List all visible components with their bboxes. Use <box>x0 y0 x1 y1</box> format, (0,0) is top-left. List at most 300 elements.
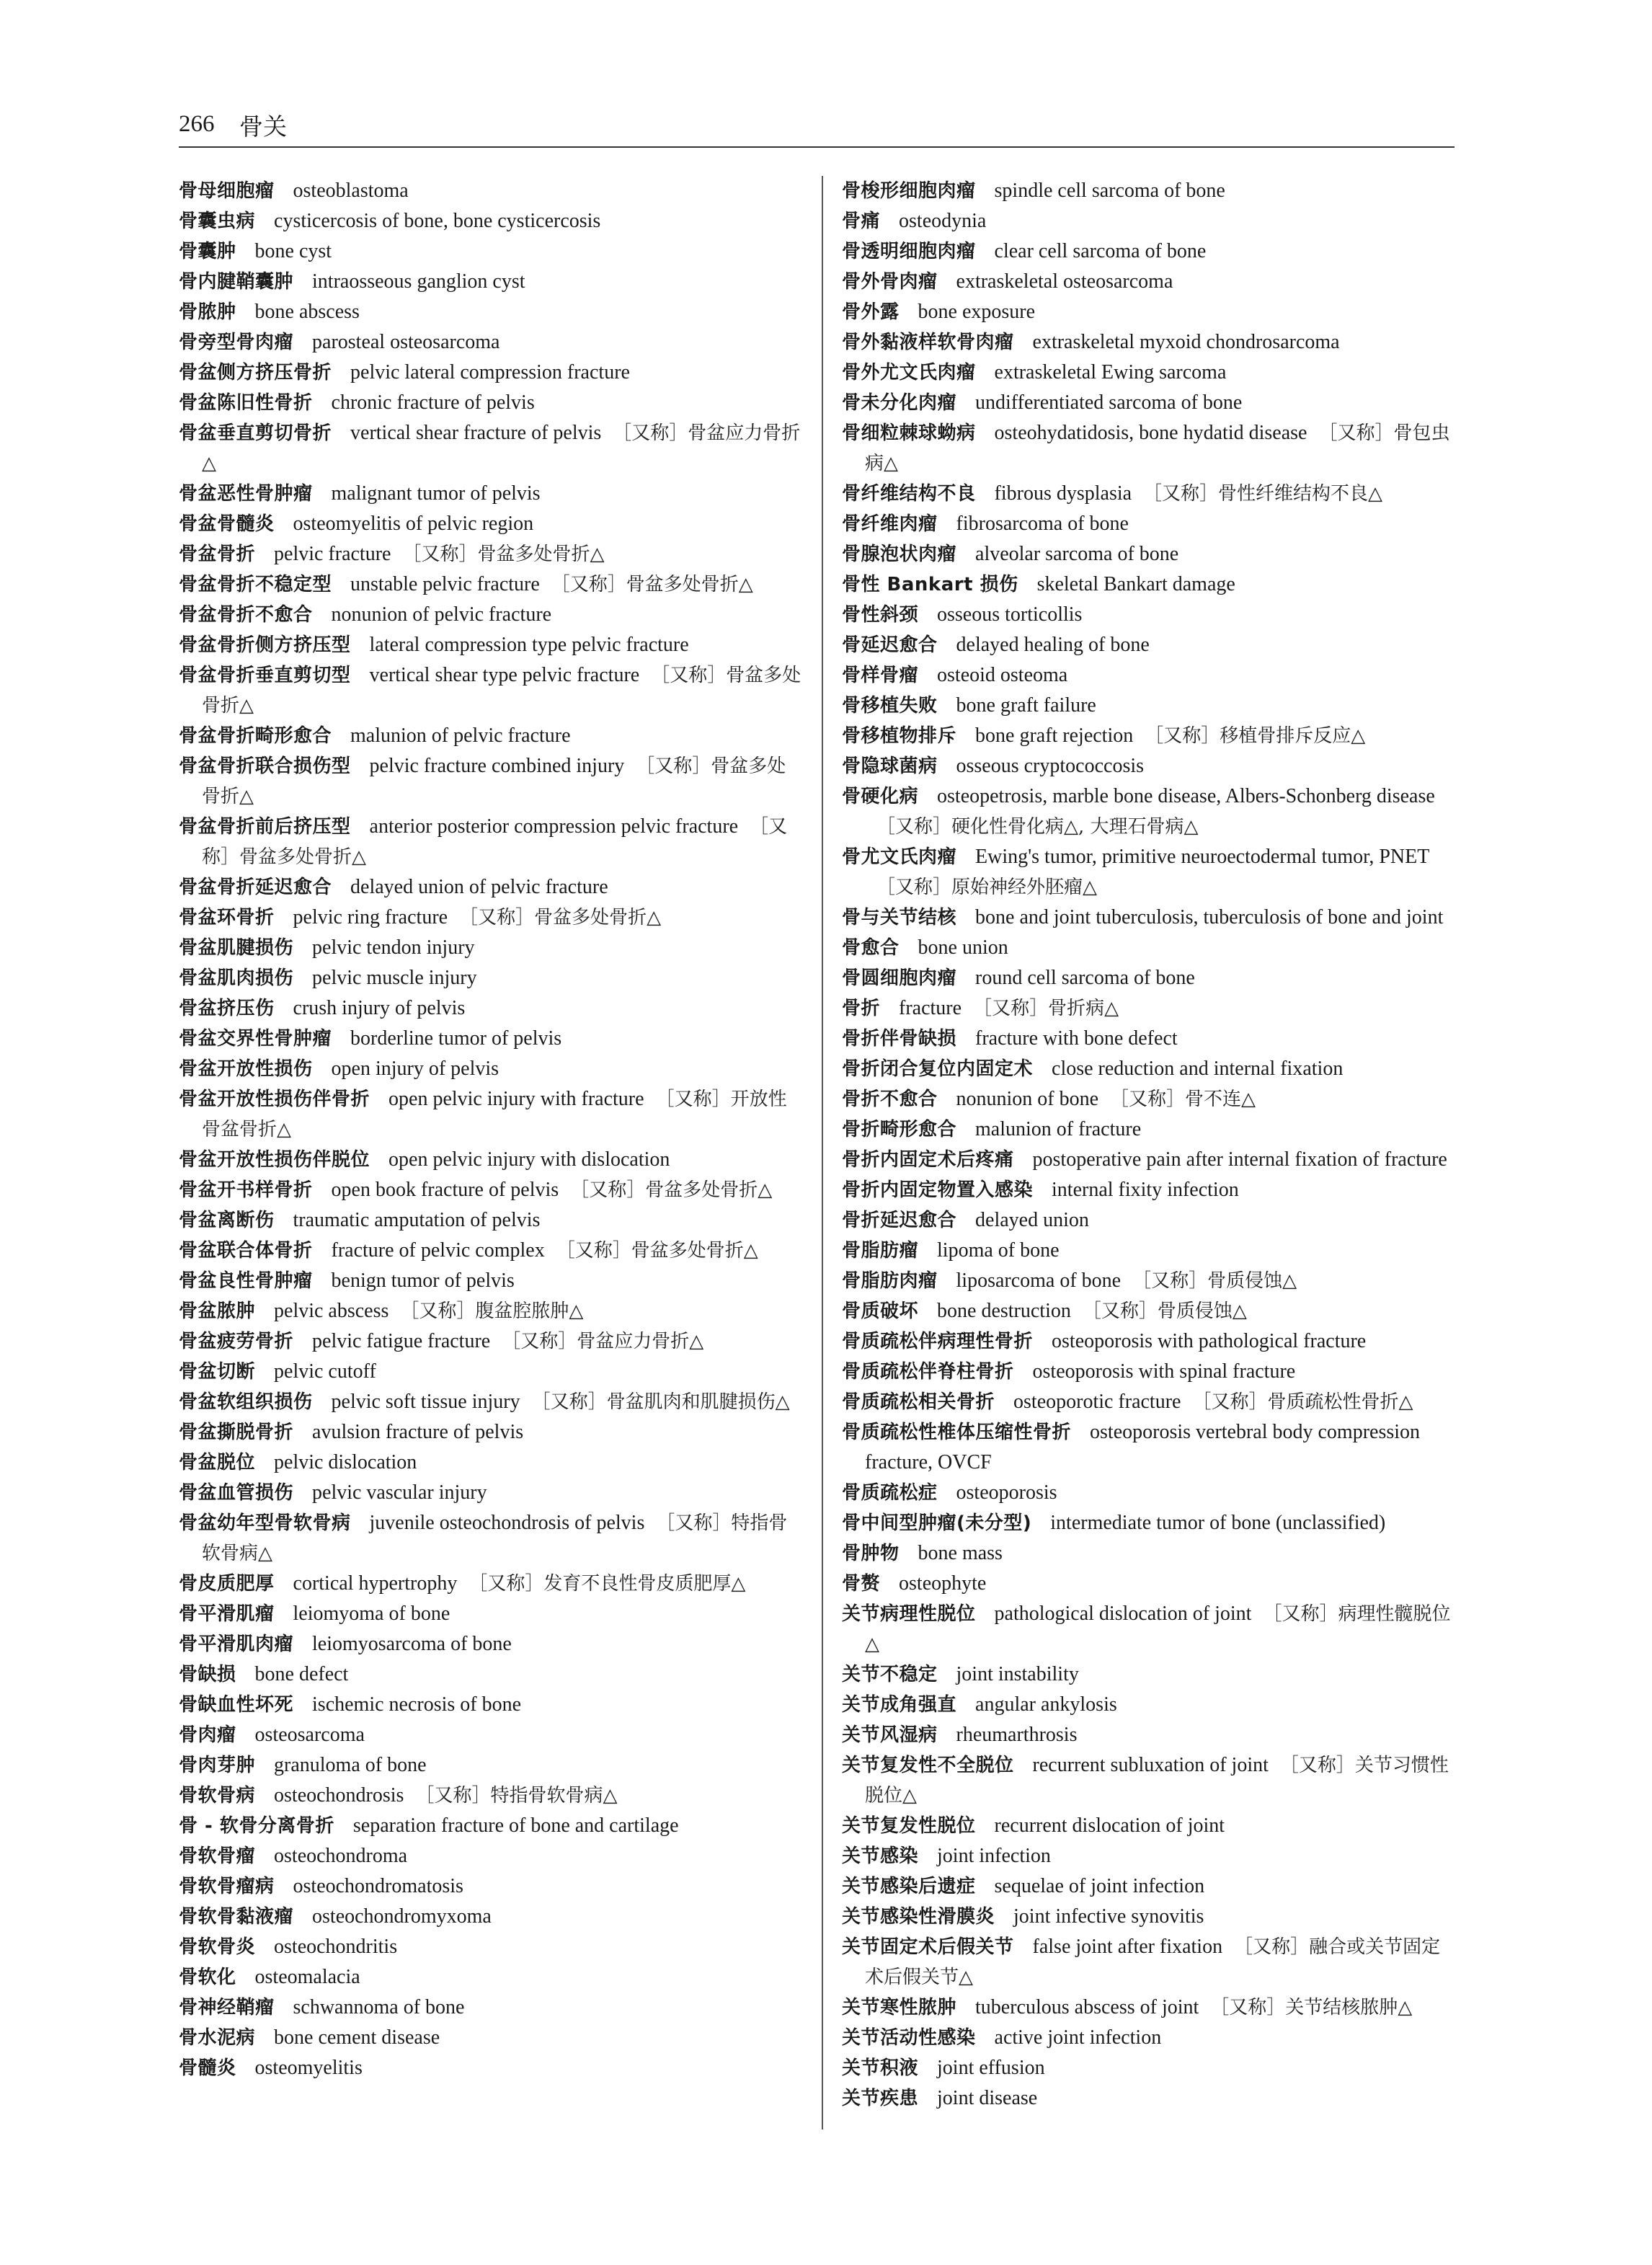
glossary-entry <box>179 1387 804 1417</box>
term-english: osteochondrosis <box>274 1784 404 1807</box>
term-chinese: 骨细粒棘球蚴病 <box>842 422 976 444</box>
glossary-entry <box>842 691 1455 721</box>
term-chinese: 关节感染 <box>842 1845 919 1867</box>
term-chinese: 骨盆脓肿 <box>179 1300 256 1322</box>
term-english: joint infective synovitis <box>1013 1905 1204 1928</box>
term-synonym-note: ［又称］骨质侵蚀△ <box>1132 1270 1297 1292</box>
header-rule <box>179 146 1455 148</box>
glossary-entry <box>842 1296 1455 1326</box>
term-english: bone and joint tuberculosis, tuberculosis of bone and joint <box>975 906 1444 928</box>
term-english: pelvic soft tissue injury <box>331 1391 520 1413</box>
glossary-entry <box>179 1599 804 1629</box>
term-chinese: 骨盆幼年型骨软骨病 <box>179 1512 351 1534</box>
glossary-entry <box>842 2023 1455 2053</box>
term-english: osseous cryptococcosis <box>956 755 1145 777</box>
term-english: extraskeletal Ewing sarcoma <box>994 361 1227 384</box>
term-english: Ewing's tumor, primitive neuroectodermal tumor, PNET <box>975 846 1430 868</box>
term-chinese: 骨折 <box>842 998 881 1019</box>
term-english: osteochondromyxoma <box>312 1905 492 1928</box>
glossary-entry <box>179 1902 804 1932</box>
term-english: fracture <box>899 997 962 1019</box>
term-chinese: 骨性 Bankart 损伤 <box>842 574 1018 595</box>
term-english: delayed union of pelvic fracture <box>350 876 608 898</box>
term-english: recurrent dislocation of joint <box>994 1814 1225 1837</box>
glossary-entry <box>179 630 804 660</box>
term-english: cysticercosis of bone, bone cysticercosis <box>274 210 601 232</box>
glossary-entry <box>842 1690 1455 1720</box>
term-chinese: 骨皮质肥厚 <box>179 1573 275 1595</box>
term-chinese: 骨水泥病 <box>179 2027 256 2049</box>
term-chinese: 骨与关节结核 <box>842 907 957 928</box>
glossary-entry <box>179 1932 804 1962</box>
term-synonym-note: ［又称］发育不良性骨皮质肥厚△ <box>468 1573 746 1595</box>
glossary-entry <box>179 1750 804 1781</box>
term-english: pelvic fracture <box>274 543 391 565</box>
term-english: pelvic fracture combined injury <box>369 755 625 777</box>
glossary-entry <box>842 1236 1455 1266</box>
term-chinese: 骨盆骨折侧方挤压型 <box>179 634 351 656</box>
term-synonym-note: ［又称］骨盆多处骨折△ <box>202 755 786 807</box>
glossary-entry <box>179 176 804 206</box>
glossary-entry <box>179 812 804 872</box>
term-english: clear cell sarcoma of bone <box>994 240 1207 262</box>
term-chinese: 骨盆侧方挤压骨折 <box>179 362 332 384</box>
term-chinese: 骨盆垂直剪切骨折 <box>179 422 332 444</box>
section-title: 骨关 <box>239 112 287 141</box>
term-chinese: 骨盆肌腱损伤 <box>179 937 294 959</box>
term-synonym-note: ［又称］原始神经外胚瘤△ <box>876 877 1097 898</box>
term-chinese: 骨隐球菌病 <box>842 755 938 777</box>
term-chinese: 骨外骨肉瘤 <box>842 271 938 293</box>
term-chinese: 骨折延迟愈合 <box>842 1210 957 1231</box>
term-english: pelvic tendon injury <box>312 936 475 959</box>
glossary-entry <box>842 206 1455 236</box>
term-english: osteophyte <box>899 1572 987 1595</box>
term-chinese: 骨外尤文氏肉瘤 <box>842 362 976 384</box>
glossary-entry <box>179 1871 804 1902</box>
term-english: osteoporosis vertebral body compression fracture, OVCF <box>865 1421 1421 1473</box>
term-chinese: 关节疾患 <box>842 2088 919 2109</box>
glossary-entry <box>179 1205 804 1236</box>
glossary-entry <box>842 903 1455 933</box>
glossary-entry <box>842 1175 1455 1205</box>
glossary-entry <box>179 358 804 388</box>
term-english: pelvic ring fracture <box>293 906 448 928</box>
glossary-entry <box>842 781 1455 842</box>
glossary-entry <box>842 1841 1455 1871</box>
glossary-entry <box>842 388 1455 418</box>
glossary-entry <box>842 842 1455 903</box>
term-english: bone destruction <box>937 1300 1071 1322</box>
glossary-entry <box>179 1508 804 1569</box>
term-chinese: 骨囊虫病 <box>179 210 256 232</box>
term-english: vertical shear fracture of pelvis <box>350 422 602 444</box>
term-chinese: 骨硬化病 <box>842 786 919 807</box>
term-chinese: 关节复发性脱位 <box>842 1815 976 1837</box>
term-chinese: 骨肉芽肿 <box>179 1755 256 1776</box>
term-chinese: 骨痛 <box>842 210 881 232</box>
term-english: bone graft failure <box>956 694 1096 717</box>
glossary-entry <box>842 1993 1455 2023</box>
term-chinese: 骨神经鞘瘤 <box>179 1997 275 2018</box>
glossary-entry <box>842 1024 1455 1054</box>
glossary-entry <box>179 1690 804 1720</box>
term-synonym-note: ［又称］硬化性骨化病△, 大理石骨病△ <box>876 816 1199 838</box>
glossary-entry <box>179 1084 804 1145</box>
term-english: sequelae of joint infection <box>994 1875 1205 1897</box>
glossary-entry <box>842 660 1455 691</box>
term-chinese: 骨纤维肉瘤 <box>842 513 938 535</box>
glossary-entry <box>179 1054 804 1084</box>
term-chinese: 骨平滑肌肉瘤 <box>179 1634 294 1655</box>
glossary-entry <box>179 993 804 1024</box>
glossary-entry <box>179 1448 804 1478</box>
term-synonym-note: ［又称］腹盆腔脓肿△ <box>400 1300 584 1322</box>
term-chinese: 骨盆骨髓炎 <box>179 513 275 535</box>
term-english: leiomyoma of bone <box>293 1603 450 1625</box>
term-synonym-note: ［又称］骨盆多处骨折△ <box>202 816 788 868</box>
term-chinese: 骨折闭合复位内固定术 <box>842 1058 1034 1080</box>
column-divider <box>822 176 823 2129</box>
term-english: pelvic fatigue fracture <box>312 1330 491 1352</box>
term-chinese: 骨质疏松相关骨折 <box>842 1391 995 1413</box>
term-chinese: 骨母细胞瘤 <box>179 180 275 202</box>
term-chinese: 骨梭形细胞肉瘤 <box>842 180 976 202</box>
term-english: leiomyosarcoma of bone <box>312 1633 512 1655</box>
glossary-entry <box>842 1508 1455 1538</box>
glossary-entry <box>842 1750 1455 1811</box>
term-english: pelvic lateral compression fracture <box>350 361 630 384</box>
term-chinese: 关节感染后遗症 <box>842 1876 976 1897</box>
term-chinese: 骨盆良性骨肿瘤 <box>179 1270 313 1292</box>
term-english: osteoid osteoma <box>937 664 1068 686</box>
term-chinese: 骨盆陈旧性骨折 <box>179 392 313 414</box>
term-synonym-note: ［又称］骨质疏松性骨折△ <box>1192 1391 1413 1413</box>
glossary-entry <box>842 297 1455 327</box>
glossary-entry <box>842 1357 1455 1387</box>
glossary-entry <box>179 236 804 267</box>
term-english: open injury of pelvis <box>331 1058 499 1080</box>
term-synonym-note: ［又称］关节习惯性脱位△ <box>865 1755 1449 1807</box>
glossary-entry <box>842 236 1455 267</box>
term-english: nonunion of pelvic fracture <box>331 603 552 626</box>
glossary-entry <box>842 2053 1455 2083</box>
term-synonym-note: ［又称］移植骨排斥反应△ <box>1145 725 1366 747</box>
glossary-entry <box>179 1296 804 1326</box>
glossary-entry <box>842 1538 1455 1569</box>
term-english: osteochondritis <box>274 1936 398 1958</box>
term-chinese: 骨 - 软骨分离骨折 <box>179 1815 334 1837</box>
term-english: bone cement disease <box>274 2026 440 2049</box>
term-english: osteoporosis with pathological fracture <box>1052 1330 1367 1352</box>
term-english: tuberculous abscess of joint <box>975 1996 1199 2018</box>
glossary-entry <box>179 539 804 569</box>
term-chinese: 关节固定术后假关节 <box>842 1936 1014 1958</box>
term-english: osseous torticollis <box>937 603 1083 626</box>
term-english: pathological dislocation of joint <box>994 1603 1252 1625</box>
term-english: parosteal osteosarcoma <box>312 331 500 353</box>
term-chinese: 骨旁型骨肉瘤 <box>179 332 294 353</box>
glossary-entry <box>842 1145 1455 1175</box>
term-chinese: 骨中间型肿瘤(未分型) <box>842 1512 1032 1534</box>
term-english: delayed healing of bone <box>956 634 1150 656</box>
term-english: false joint after fixation <box>1032 1936 1223 1958</box>
glossary-entry <box>842 1659 1455 1690</box>
term-english: round cell sarcoma of bone <box>975 967 1195 989</box>
term-english: postoperative pain after internal fixation of fracture <box>1032 1148 1447 1171</box>
term-english: bone defect <box>254 1663 349 1685</box>
term-chinese: 骨赘 <box>842 1573 881 1595</box>
glossary-entry <box>179 1811 804 1841</box>
term-chinese: 骨盆环骨折 <box>179 907 275 928</box>
glossary-entry <box>179 1266 804 1296</box>
glossary-entry <box>842 569 1455 600</box>
term-chinese: 骨盆软组织损伤 <box>179 1391 313 1413</box>
term-english: osteodynia <box>899 210 987 232</box>
term-chinese: 骨盆挤压伤 <box>179 998 275 1019</box>
term-chinese: 骨盆疲劳骨折 <box>179 1331 294 1352</box>
term-english: bone cyst <box>254 240 332 262</box>
term-english: osteoporotic fracture <box>1013 1391 1181 1413</box>
term-chinese: 骨折不愈合 <box>842 1089 938 1110</box>
term-chinese: 骨软化 <box>179 1967 236 1988</box>
term-english: bone graft rejection <box>975 724 1134 747</box>
term-synonym-note: ［又称］骨盆多处骨折△ <box>556 1240 758 1262</box>
term-english: anterior posterior compression pelvic fracture <box>369 815 739 838</box>
term-chinese: 关节不稳定 <box>842 1664 938 1685</box>
term-chinese: 骨盆骨折延迟愈合 <box>179 877 332 898</box>
term-chinese: 骨脓肿 <box>179 301 236 323</box>
term-english: juvenile osteochondrosis of pelvis <box>369 1512 645 1534</box>
term-chinese: 骨内腱鞘囊肿 <box>179 271 294 293</box>
glossary-entry <box>179 1145 804 1175</box>
term-chinese: 骨盆骨折不稳定型 <box>179 574 332 595</box>
term-chinese: 骨盆联合体骨折 <box>179 1240 313 1262</box>
term-english: bone abscess <box>254 301 360 323</box>
term-chinese: 关节活动性感染 <box>842 2027 976 2049</box>
glossary-entry <box>842 600 1455 630</box>
term-chinese: 骨脂肪肉瘤 <box>842 1270 938 1292</box>
term-chinese: 骨盆交界性骨肿瘤 <box>179 1028 332 1050</box>
term-english: open pelvic injury with dislocation <box>388 1148 670 1171</box>
term-english: pelvic abscess <box>274 1300 389 1322</box>
term-chinese: 骨盆骨折畸形愈合 <box>179 725 332 747</box>
glossary-entry <box>842 2083 1455 2114</box>
glossary-entry <box>179 1720 804 1750</box>
glossary-entry <box>179 1659 804 1690</box>
term-chinese: 骨软骨炎 <box>179 1936 256 1958</box>
glossary-entry <box>179 418 804 479</box>
term-synonym-note: ［又称］骨盆多处骨折△ <box>202 665 801 717</box>
glossary-entry <box>842 539 1455 569</box>
term-synonym-note: ［又称］骨盆多处骨折△ <box>459 907 662 928</box>
term-english: bone union <box>918 936 1008 959</box>
term-chinese: 骨外露 <box>842 301 900 323</box>
term-english: joint instability <box>956 1663 1079 1685</box>
term-chinese: 骨盆肌肉损伤 <box>179 967 294 989</box>
term-english: rheumarthrosis <box>956 1724 1078 1746</box>
term-chinese: 骨移植失败 <box>842 695 938 717</box>
term-english: spindle cell sarcoma of bone <box>994 179 1225 202</box>
glossary-entry <box>179 721 804 751</box>
page-number: 266 <box>179 111 215 137</box>
glossary-entry <box>179 1024 804 1054</box>
term-chinese: 骨折畸形愈合 <box>842 1119 957 1140</box>
term-synonym-note: ［又称］特指骨软骨病△ <box>415 1785 618 1807</box>
term-english: angular ankylosis <box>975 1693 1117 1716</box>
right-column <box>842 176 1455 2114</box>
glossary-entry <box>842 1326 1455 1357</box>
term-synonym-note: ［又称］骨盆肌肉和肌腱损伤△ <box>531 1391 790 1413</box>
term-chinese: 骨盆撕脱骨折 <box>179 1422 294 1443</box>
term-english: pelvic vascular injury <box>312 1481 487 1504</box>
term-chinese: 骨盆血管损伤 <box>179 1482 294 1504</box>
term-english: nonunion of bone <box>956 1088 1099 1110</box>
term-synonym-note: ［又称］骨包虫病△ <box>865 422 1450 474</box>
term-english: open pelvic injury with fracture <box>388 1088 644 1110</box>
glossary-entry <box>842 479 1455 509</box>
term-english: undifferentiated sarcoma of bone <box>975 391 1243 414</box>
glossary-entry <box>179 1478 804 1508</box>
term-chinese: 骨质疏松伴脊柱骨折 <box>842 1361 1014 1383</box>
glossary-entry <box>842 1387 1455 1417</box>
term-chinese: 关节风湿病 <box>842 1724 938 1746</box>
glossary-entry <box>179 2023 804 2053</box>
glossary-entry <box>179 1175 804 1205</box>
term-english: fibrous dysplasia <box>994 482 1132 505</box>
glossary-entry <box>842 933 1455 963</box>
term-english: joint disease <box>937 2087 1038 2109</box>
glossary-entry <box>179 933 804 963</box>
glossary-entry <box>179 1569 804 1599</box>
term-english: bone mass <box>918 1542 1003 1564</box>
glossary-entry <box>842 1902 1455 1932</box>
term-chinese: 骨盆切断 <box>179 1361 256 1383</box>
glossary-entry <box>179 327 804 358</box>
term-english: pelvic dislocation <box>274 1451 417 1473</box>
term-chinese: 骨盆骨折 <box>179 544 256 565</box>
term-english: lateral compression type pelvic fracture <box>369 634 689 656</box>
term-chinese: 骨脂肪瘤 <box>842 1240 919 1262</box>
glossary-entry <box>179 267 804 297</box>
term-chinese: 骨肿物 <box>842 1543 900 1564</box>
term-chinese: 骨髓炎 <box>179 2057 236 2079</box>
term-english: lipoma of bone <box>937 1239 1060 1262</box>
term-synonym-note: ［又称］骨盆多处骨折△ <box>402 544 605 565</box>
term-chinese: 骨质疏松性椎体压缩性骨折 <box>842 1422 1072 1443</box>
term-english: fibrosarcoma of bone <box>956 513 1129 535</box>
term-chinese: 骨盆开放性损伤伴骨折 <box>179 1089 370 1110</box>
term-english: borderline tumor of pelvis <box>350 1027 562 1050</box>
glossary-entry <box>842 993 1455 1024</box>
term-english: malignant tumor of pelvis <box>331 482 541 505</box>
term-english: extraskeletal osteosarcoma <box>956 270 1173 293</box>
glossary-entry <box>179 479 804 509</box>
term-chinese: 骨折伴骨缺损 <box>842 1028 957 1050</box>
term-synonym-note: ［又称］病理性髋脱位△ <box>865 1603 1451 1655</box>
glossary-entry <box>842 1205 1455 1236</box>
term-chinese: 骨尤文氏肉瘤 <box>842 846 957 868</box>
glossary-entry <box>842 1054 1455 1084</box>
glossary-entry <box>842 1720 1455 1750</box>
glossary-entry <box>179 1236 804 1266</box>
term-chinese: 骨缺血性坏死 <box>179 1694 294 1716</box>
term-english: osteoblastoma <box>293 179 409 202</box>
term-chinese: 骨盆开书样骨折 <box>179 1179 313 1201</box>
term-english: schwannoma of bone <box>293 1996 465 2018</box>
term-english: extraskeletal myxoid chondrosarcoma <box>1032 331 1340 353</box>
term-english: delayed union <box>975 1209 1089 1231</box>
term-english: osteochondroma <box>274 1845 408 1867</box>
glossary-entry <box>842 751 1455 781</box>
glossary-entry <box>179 963 804 993</box>
glossary-entry <box>842 721 1455 751</box>
term-english: cortical hypertrophy <box>293 1572 458 1595</box>
glossary-entry <box>842 509 1455 539</box>
term-english: fracture of pelvic complex <box>331 1239 545 1262</box>
term-chinese: 关节感染性滑膜炎 <box>842 1906 995 1928</box>
term-english: joint infection <box>937 1845 1051 1867</box>
term-english: pelvic muscle injury <box>312 967 477 989</box>
glossary-entry <box>179 600 804 630</box>
term-english: separation fracture of bone and cartilage <box>352 1814 679 1837</box>
term-chinese: 骨样骨瘤 <box>842 665 919 686</box>
glossary-entry <box>179 206 804 236</box>
term-chinese: 骨软骨瘤病 <box>179 1876 275 1897</box>
glossary-entry <box>179 1357 804 1387</box>
term-chinese: 骨纤维结构不良 <box>842 483 976 505</box>
term-english: unstable pelvic fracture <box>350 573 540 595</box>
term-chinese: 骨质破坏 <box>842 1300 919 1322</box>
glossary-entry <box>179 1417 804 1448</box>
term-chinese: 关节寒性脓肿 <box>842 1997 957 2018</box>
term-chinese: 骨肉瘤 <box>179 1724 236 1746</box>
term-english: liposarcoma of bone <box>956 1269 1122 1292</box>
glossary-entry <box>179 903 804 933</box>
term-chinese: 骨盆骨折前后挤压型 <box>179 816 351 838</box>
term-chinese: 骨折内固定术后疼痛 <box>842 1149 1014 1171</box>
glossary-entry <box>842 1811 1455 1841</box>
term-english: osteomyelitis <box>254 2057 363 2079</box>
term-english: avulsion fracture of pelvis <box>312 1421 524 1443</box>
term-chinese: 骨质疏松伴病理性骨折 <box>842 1331 1034 1352</box>
term-chinese: 关节复发性不全脱位 <box>842 1755 1014 1776</box>
term-english: benign tumor of pelvis <box>331 1269 515 1292</box>
glossary-entry <box>842 327 1455 358</box>
glossary-entry <box>842 1114 1455 1145</box>
term-english: crush injury of pelvis <box>293 997 466 1019</box>
term-english: open book fracture of pelvis <box>331 1179 559 1201</box>
glossary-entry <box>842 1569 1455 1599</box>
term-english: recurrent subluxation of joint <box>1032 1754 1269 1776</box>
glossary-entry <box>179 2053 804 2083</box>
term-synonym-note: ［又称］融合或关节固定术后假关节△ <box>865 1936 1441 1988</box>
term-chinese: 骨盆骨折联合损伤型 <box>179 755 351 777</box>
glossary-entry <box>179 751 804 812</box>
term-chinese: 骨盆脱位 <box>179 1452 256 1473</box>
term-chinese: 关节病理性脱位 <box>842 1603 976 1625</box>
term-chinese: 骨盆离断伤 <box>179 1210 275 1231</box>
term-chinese: 骨缺损 <box>179 1664 236 1685</box>
term-chinese: 骨透明细胞肉瘤 <box>842 241 976 262</box>
glossary-entry <box>842 1084 1455 1114</box>
glossary-entry <box>842 1478 1455 1508</box>
term-synonym-note: ［又称］骨性纤维结构不良△ <box>1143 483 1383 505</box>
term-synonym-note: ［又称］骨质侵蚀△ <box>1082 1300 1247 1322</box>
term-english: internal fixity infection <box>1052 1179 1239 1201</box>
glossary-entry <box>842 267 1455 297</box>
term-english: joint effusion <box>937 2057 1045 2079</box>
